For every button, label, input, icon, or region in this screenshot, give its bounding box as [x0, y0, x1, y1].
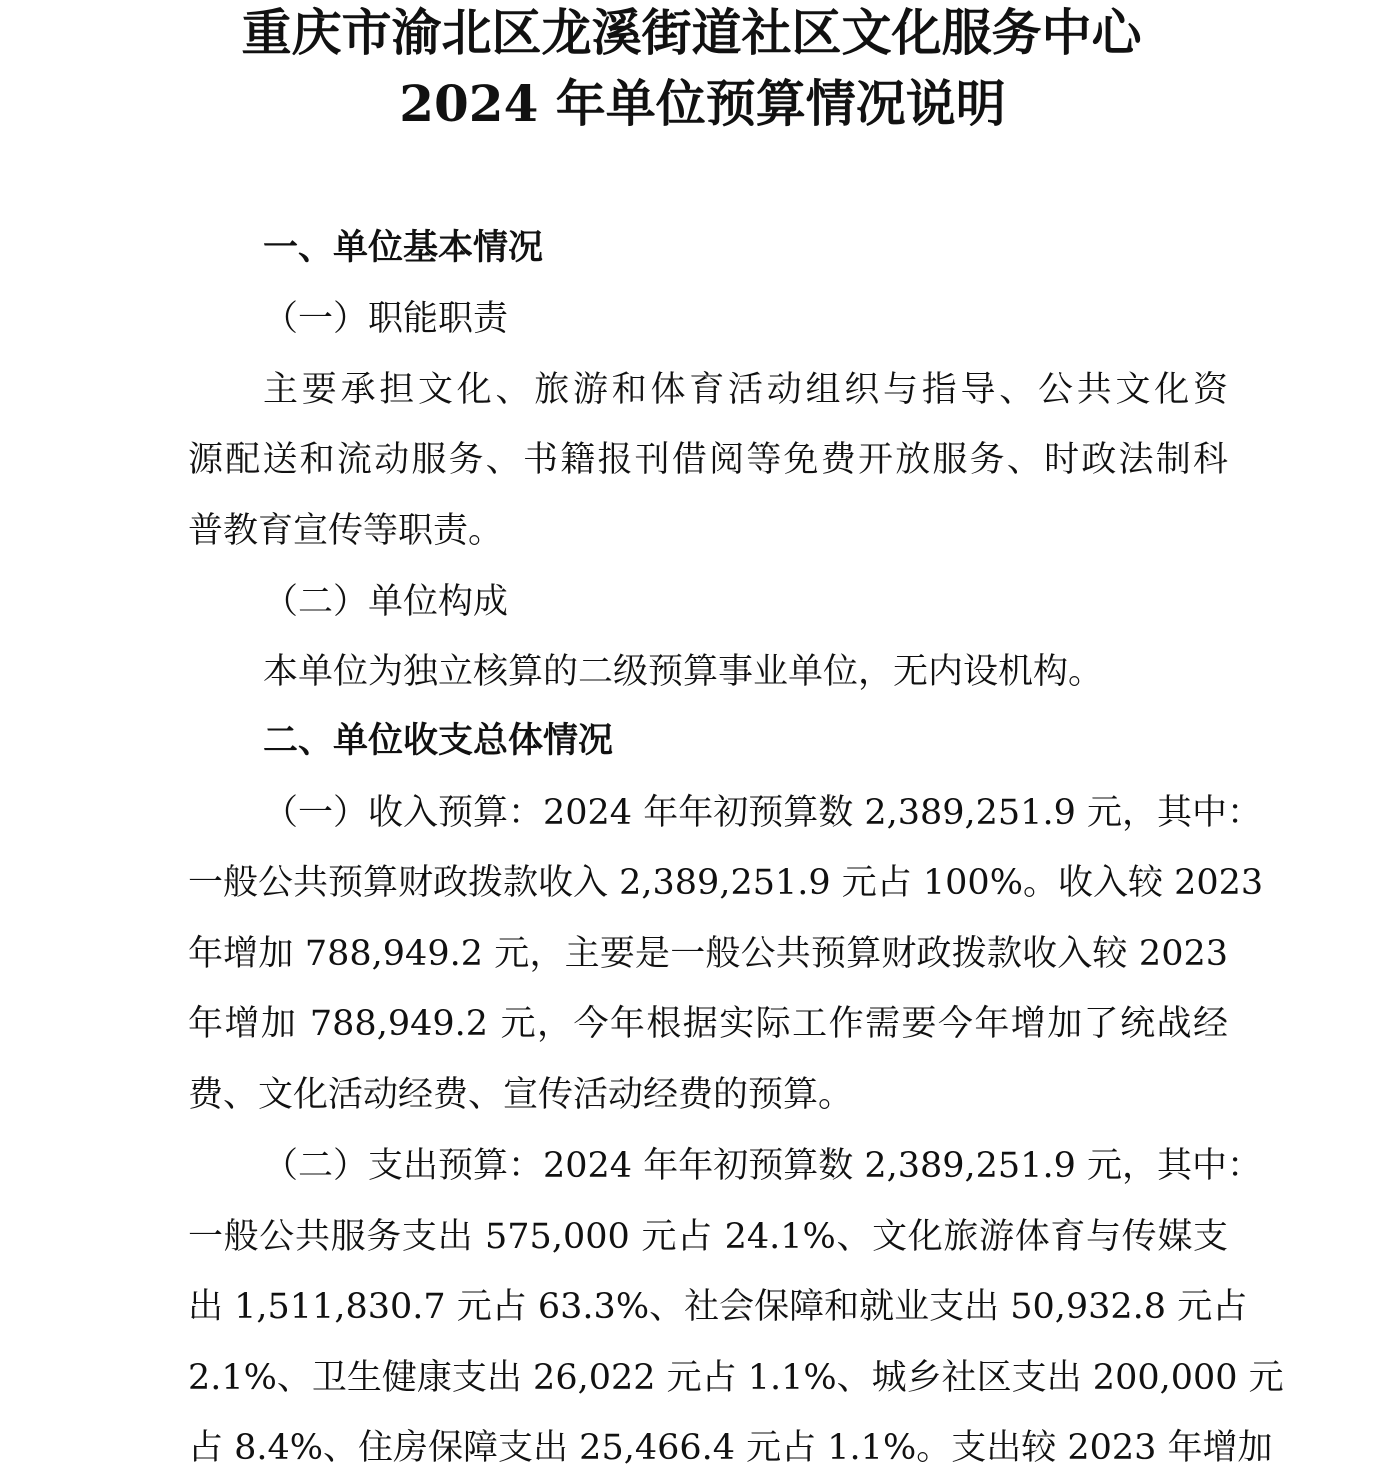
paragraph-line: （二）支出预算：2024 年年初预算数 2,389,251.9 元，其中：: [263, 1146, 1262, 1186]
section-heading-basic-info: 一、单位基本情况: [263, 228, 544, 268]
paragraph-line: 一般公共服务支出 575,000 元占 24.1%、文化旅游体育与传媒支: [188, 1217, 1228, 1257]
paragraph-line: 费、文化活动经费、宣传活动经费的预算。: [188, 1075, 854, 1115]
paragraph-line: 源配送和流动服务、书籍报刊借阅等免费开放服务、时政法制科: [188, 440, 1228, 480]
paragraph-line: 年增加 788,949.2 元，主要是一般公共预算财政拨款收入较 2023: [188, 934, 1228, 974]
paragraph-line: 年增加 788,949.2 元，今年根据实际工作需要今年增加了统战经: [188, 1004, 1228, 1044]
section-heading-budget-overview: 二、单位收支总体情况: [263, 721, 614, 761]
paragraph-line: 占 8.4%、住房保障支出 25,466.4 元占 1.1%。支出较 2023 年增加: [188, 1428, 1273, 1468]
subsection-heading-functions: （一）职能职责: [263, 299, 509, 339]
paragraph-line: 2.1%、卫生健康支出 26,022 元占 1.1%、城乡社区支出 200,000 元: [188, 1358, 1284, 1398]
paragraph-line: 主要承担文化、旅游和体育活动组织与指导、公共文化资: [263, 370, 1228, 410]
document-title-line2: 2024 年单位预算情况说明: [399, 74, 1006, 133]
paragraph-line: （一）收入预算：2024 年年初预算数 2,389,251.9 元，其中：: [263, 793, 1262, 833]
paragraph-line: 出 1,511,830.7 元占 63.3%、社会保障和就业支出 50,932.8 元占: [188, 1287, 1248, 1327]
paragraph-line: 本单位为独立核算的二级预算事业单位，无内设机构。: [263, 652, 1104, 692]
paragraph-line: 一般公共预算财政拨款收入 2,389,251.9 元占 100%。收入较 2023: [188, 863, 1264, 903]
subsection-heading-composition: （二）单位构成: [263, 582, 509, 622]
paragraph-line: 普教育宣传等职责。: [188, 511, 504, 551]
document-title-line1: 重庆市渝北区龙溪街道社区文化服务中心: [241, 3, 1142, 62]
